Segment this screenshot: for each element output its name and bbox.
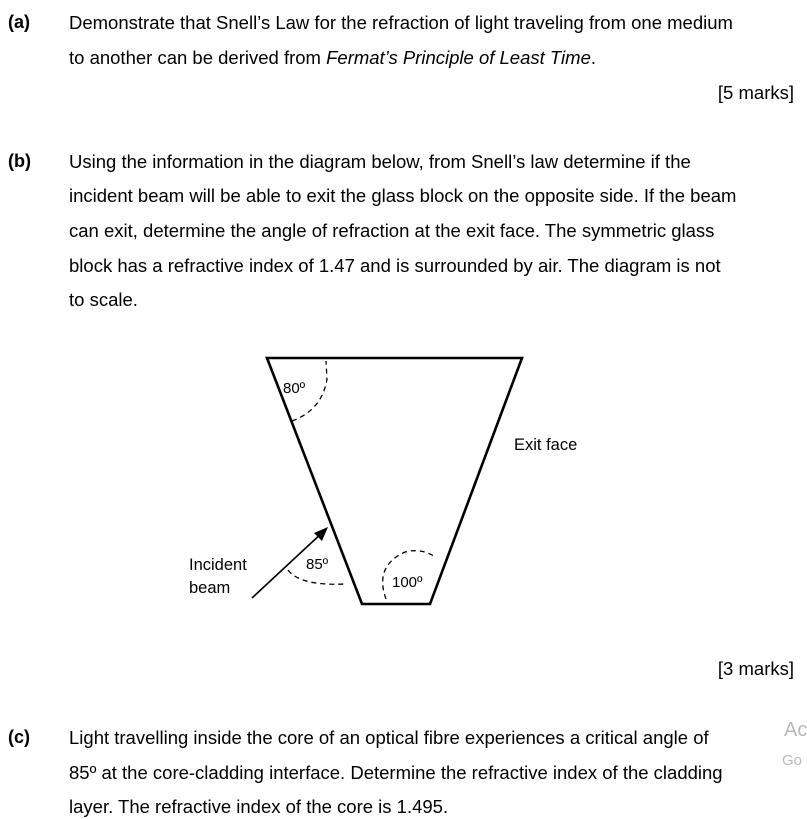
incident-beam-label-line-1: Incident <box>189 556 247 574</box>
part-b-line-3: can exit, determine the angle of refraction at the exit face. The symmetric glass <box>69 220 715 241</box>
fermat-principle-emphasis: Fermat’s Principle of Least Time <box>326 47 591 68</box>
part-c-line-2: 85º at the core-cladding interface. Determine the refractive index of the cladding <box>69 762 723 783</box>
incident-beam-label-line-2: beam <box>189 579 231 597</box>
angle-label-bottom-right: 100º <box>392 574 423 591</box>
part-c-label: (c) <box>8 727 30 747</box>
part-b-line-5: to scale. <box>69 289 138 310</box>
part-a-line-2-end: . <box>590 47 597 68</box>
part-b-line-4: block has a refractive index of 1.47 and is surrounded by air. The diagram is not <box>69 255 721 276</box>
part-a-label: (a) <box>8 12 30 32</box>
angle-label-incidence: 85º <box>306 556 329 573</box>
part-a-line-1: Demonstrate that Snell’s Law for the refraction of light traveling from one medium <box>69 12 733 33</box>
angle-label-top-left: 80º <box>283 380 306 397</box>
part-c-line-3: layer. The refractive index of the core is 1.495. <box>69 796 449 817</box>
part-a-line-2-text: to another can be derived from <box>69 47 327 68</box>
activation-watermark-line-2: Go <box>782 752 803 769</box>
exit-face-label: Exit face <box>514 436 578 454</box>
part-b-line-2: incident beam will be able to exit the glass block on the opposite side. If the beam <box>69 185 737 206</box>
part-c-line-1: Light travelling inside the core of an optical fibre experiences a critical angle of <box>69 727 709 748</box>
part-b-marks: [3 marks] <box>717 658 794 679</box>
activation-watermark-line-1: Ac <box>784 719 807 741</box>
part-a-marks: [5 marks] <box>717 82 794 103</box>
part-b-label: (b) <box>8 151 31 171</box>
part-b-line-1: Using the information in the diagram below, from Snell’s law determine if the <box>69 151 691 172</box>
